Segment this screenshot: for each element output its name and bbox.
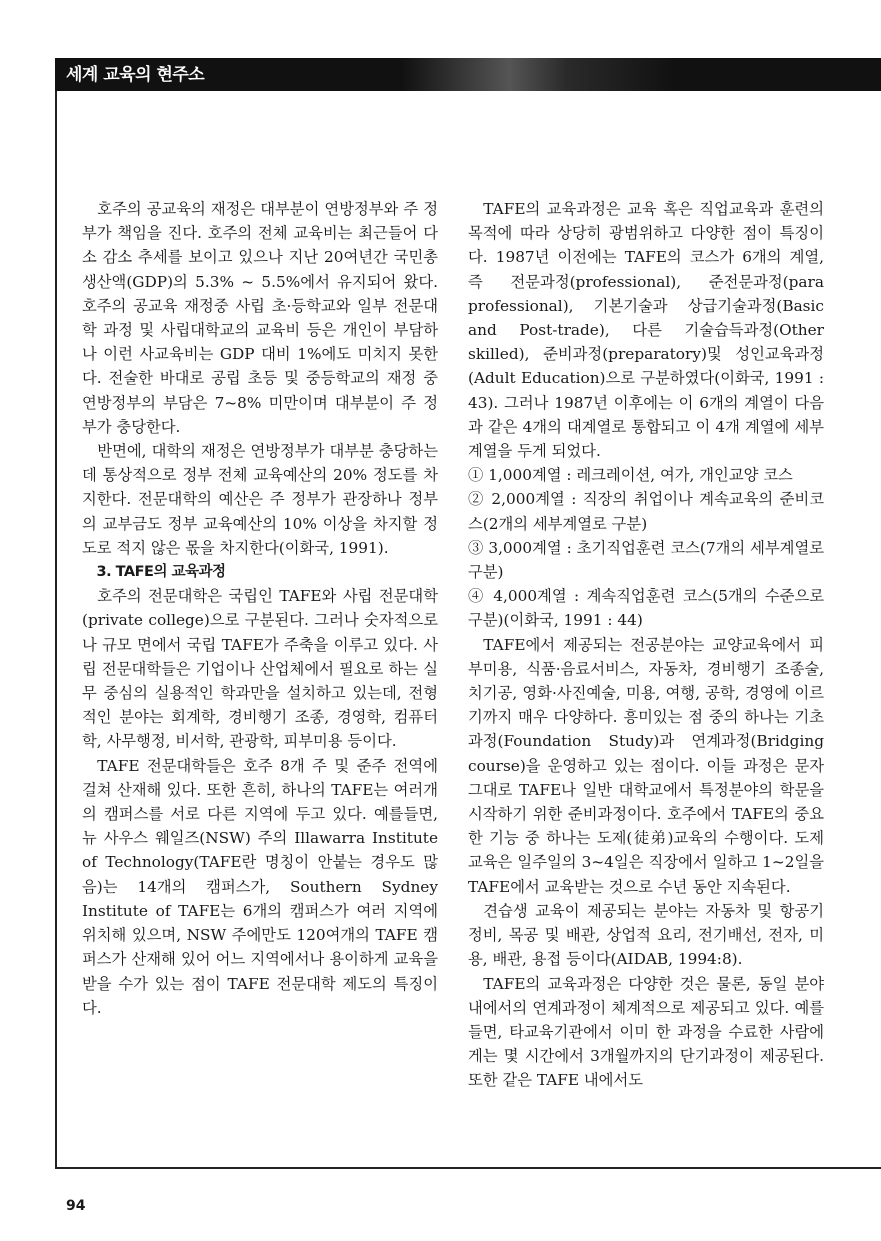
paragraph-linked-courses: TAFE의 교육과정은 다양한 것은 물론, 동일 분야내에서의 연계과정이 체계적으로 제공되고 있다. 예를들면, 타교육기관에서 이미 한 과정을 수료한 사람에게는 몇 시간에서 3개월까지의 단기과정이 제공된다. 또한 같은 TAFE 내에서도 [468, 974, 824, 1090]
right-text-column [468, 197, 824, 1093]
left-text-column [82, 197, 438, 1020]
page-frame-left-rule [55, 91, 57, 1168]
section-heading-tafe-curriculum: 3. TAFE의 교육과정 [96, 564, 226, 581]
paragraph-fields-of-study: TAFE에서 제공되는 전공분야는 교양교육에서 피부미용, 식품·음료서비스, 자동차, 경비행기 조종술, 치기공, 영화·사진예술, 미용, 여행, 공학, 경영에 이르기까지 매우 다양하다. 흥미있는 점 중의 하나는 기초과정(Foundation Study)과 연계과정(Bridging course)을 운영하고 있는 점이다. 이들 과정은 문자 그대로 TAFE나 일반 대학교에서 특정분야의 학문을 시작하기 위한 준비과정이다. 호주에서 TAFE의 중요한 기능 중 하나는 도제(徒弟)교육의 수행이다. 도제교육은 일주일의 3~4일은 직장에서 일하고 1~2일을 TAFE에서 교육받는 것으로 수년 동안 지속된다. [468, 635, 824, 896]
paragraph-college-types: 호주의 전문대학은 국립인 TAFE와 사립 전문대학(private college)으로 구분된다. 그러나 숫자적으로나 규모 면에서 국립 TAFE가 주축을 이루고 있다. 사립 전문대학들은 기업이나 산업체에서 필요로 하는 실무 중심의 실용적인 학과만을 설치하고 있는데, 전형적인 분야는 회계학, 경비행기 조종, 경영학, 컴퓨터학, 사무행정, 비서학, 관광학, 피부미용 등이다. [82, 587, 438, 751]
paragraph-tafe-course-streams: TAFE의 교육과정은 교육 혹은 직업교육과 훈련의 목적에 따라 상당히 광범위하고 다양한 점이 특징이다. 1987년 이전에는 TAFE의 코스가 6개의 계열, 즉 전문과정(professional), 준전문과정(para professional), 기본기술과 상급기술과정(Basic and Post-trade), 다른 기술습득과정(Other skilled), 준비과정(preparatory)및 성인교육과정(Adult Education)으로 구분하였다(이화국, 1991 : 43). 그러나 1987년 이후에는 이 6개의 계열이 다음과 같은 4개의 대계열로 통합되고 이 4개 계열에 세부 계열을 두게 되었다. [468, 200, 824, 461]
paragraph-tafe-campuses: TAFE 전문대학들은 호주 8개 주 및 준주 전역에 걸쳐 산재해 있다. 또한 흔히, 하나의 TAFE는 여러개의 캠퍼스를 서로 다른 지역에 두고 있다. 예를들면, 뉴 사우스 웨일즈(NSW) 주의 Illawarra Institute of Technology(TAFE란 명칭이 안붙는 경우도 많음)는 14개의 캠퍼스가, Southern Sydney Institute of TAFE는 6개의 캠퍼스가 여러 지역에 위치해 있으며, NSW 주에만도 120여개의 TAFE 캠퍼스가 산재해 있어 어느 지역에서나 용이하게 교육을 받을 수가 있는 점이 TAFE 전문대학 제도의 특징이다. [82, 756, 438, 1017]
page-frame-bottom-rule [55, 1167, 881, 1169]
list-item-stream-1000: ① 1,000계열 : 레크레이션, 여가, 개인교양 코스 [468, 466, 793, 485]
list-item-stream-2000: ② 2,000계열 : 직장의 취업이나 계속교육의 준비코스(2개의 세부계열로 구분) [468, 490, 824, 533]
list-item-stream-4000: ④ 4,000계열 : 계속직업훈련 코스(5개의 수준으로 구분)(이화국, 1991 : 44) [468, 587, 824, 630]
paragraph-public-education-finance: 호주의 공교육의 재정은 대부분이 연방정부와 주 정부가 책임을 진다. 호주의 전체 교육비는 최근들어 다소 감소 추세를 보이고 있으나 지난 20여년간 국민총생산액(GDP)의 5.3% ~ 5.5%에서 유지되어 왔다. 호주의 공교육 재정중 사립 초·등학교와 일부 전문대학 과정 및 사립대학교의 교육비 등은 개인이 부담하나 이런 사교육비는 GDP 대비 1%에도 미치지 못한다. 전술한 바대로 공립 초등 및 중등학교의 재정 중 연방정부의 부담은 7~8% 미만이며 대부분이 주 정부가 충당한다. [82, 200, 438, 436]
paragraph-apprenticeship-fields: 견습생 교육이 제공되는 분야는 자동차 및 항공기 정비, 목공 및 배관, 상업적 요리, 전기배선, 전자, 미용, 배관, 용접 등이다(AIDAB, 1994:8). [468, 901, 824, 969]
paragraph-university-finance: 반면에, 대학의 재정은 연방정부가 대부분 충당하는데 통상적으로 정부 전체 교육예산의 20% 정도를 차지한다. 전문대학의 예산은 주 정부가 관장하나 정부의 교부금도 정부 교육예산의 10% 이상을 차지할 정도로 적지 않은 몫을 차지한다(이화국, 1991). [82, 442, 438, 557]
running-header-title: 세계 교육의 현주소 [66, 65, 205, 85]
list-item-stream-3000: ③ 3,000계열 : 초기직업훈련 코스(7개의 세부계열로 구분) [468, 538, 824, 582]
page-number: 94 [66, 1198, 86, 1214]
